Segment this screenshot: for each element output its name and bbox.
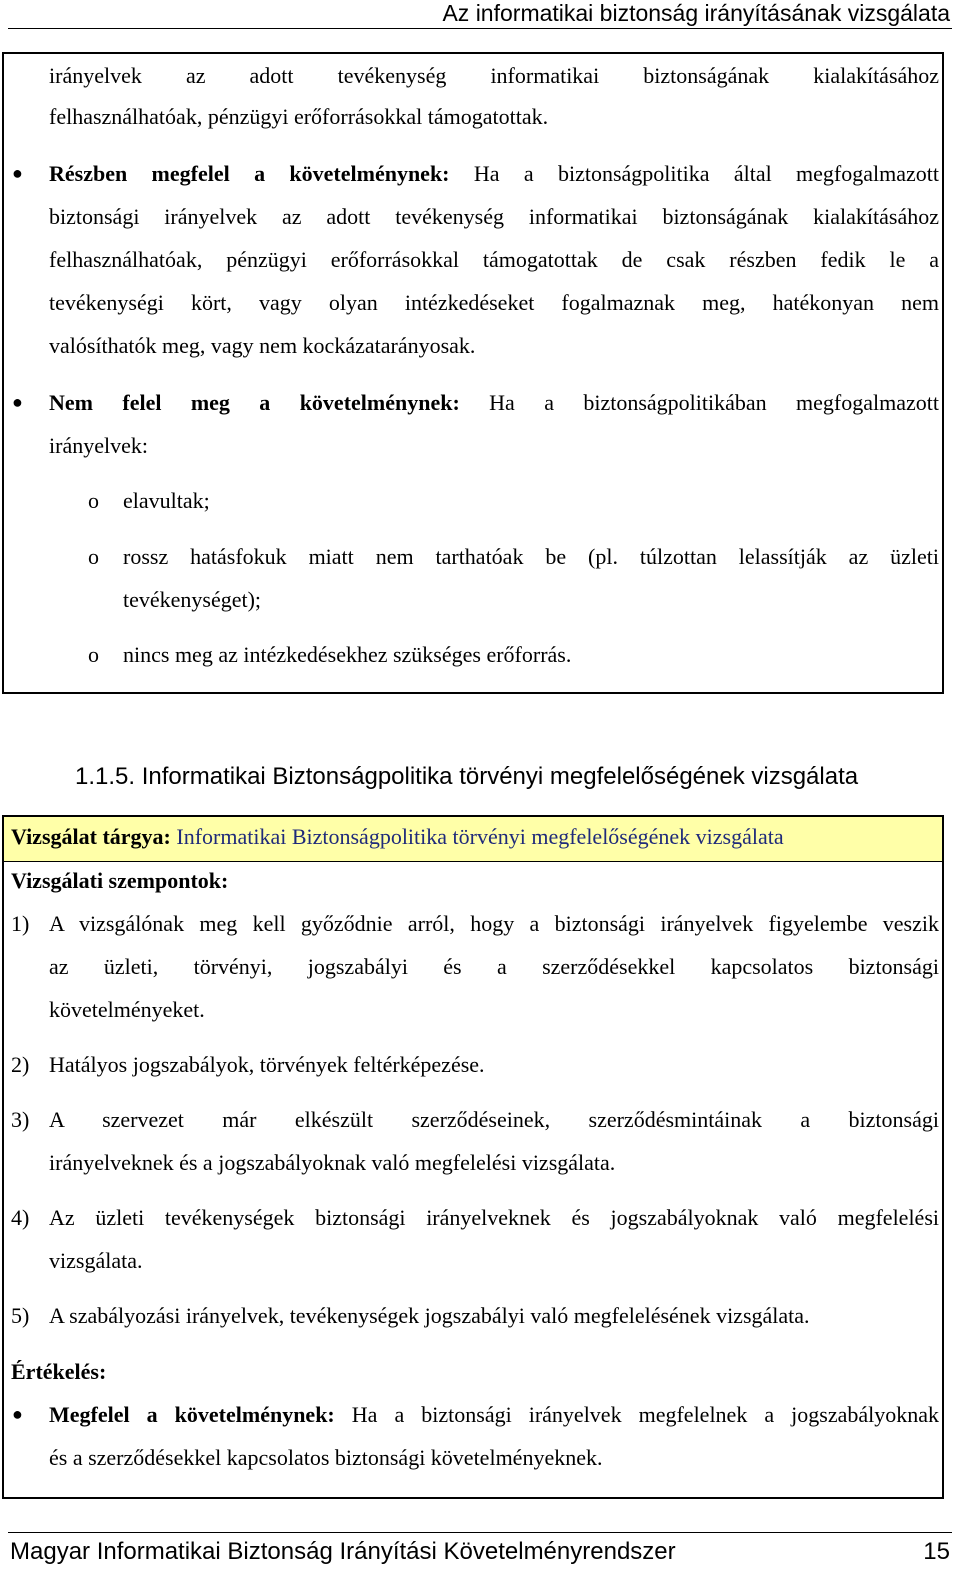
- sub-item-2-line-2: tevékenységet);: [123, 587, 262, 612]
- sub-bullet-icon: o: [88, 642, 99, 667]
- notmet-label: Nem felel meg a követelménynek:: [49, 390, 460, 415]
- partial-line-2: biztonsági irányelvek az adott tevékenység informatikai biztonságának kialakításához: [49, 204, 939, 229]
- word: biztonságának: [643, 63, 770, 88]
- header-divider: [8, 28, 952, 29]
- partial-text: Ha a biztonságpolitika által megfogalmazott: [473, 161, 939, 186]
- word: adott: [249, 63, 294, 88]
- evaluation-label-text: Értékelés:: [11, 1359, 107, 1384]
- examination-box: [2, 815, 944, 1499]
- bullet-icon: ●: [12, 1404, 23, 1424]
- footer-divider: [8, 1532, 952, 1533]
- item-1-line-3: követelményeket.: [49, 997, 205, 1022]
- met-text: Ha a biztonsági irányelvek megfelelnek a jogszabályoknak: [351, 1402, 939, 1427]
- notmet-line-1: [49, 381, 939, 424]
- item-5-line-1: A szabályozási irányelvek, tevékenységek jogszabályi való megfelelésének vizsgálata.: [49, 1303, 810, 1328]
- partial-label: Részben megfelel a követelménynek:: [49, 161, 450, 186]
- word: az: [185, 63, 206, 88]
- item-4-line-2: vizsgálata.: [49, 1248, 143, 1273]
- footer-title: Magyar Informatikai Biztonság Irányítási Követelményrendszer: [10, 1538, 676, 1565]
- page-number: 15: [923, 1538, 950, 1565]
- met-line-2: és a szerződésekkel kapcsolatos biztonsági követelményeknek.: [49, 1445, 603, 1470]
- notmet-line-2: irányelvek:: [49, 433, 148, 458]
- word: informatikai: [490, 63, 600, 88]
- met-label: Megfelel a követelménynek:: [49, 1402, 335, 1427]
- sub-item-2-line-1: rossz hatásfokuk miatt nem tarthatóak be (pl. túlzottan lelassítják az üzleti: [123, 544, 939, 569]
- item-number: 1): [11, 911, 30, 936]
- evaluation-label: [11, 1350, 106, 1393]
- evaluation-box: [2, 52, 944, 694]
- cont-line-1: [49, 54, 939, 97]
- subject-line: [11, 815, 936, 858]
- notmet-text: Ha a biztonságpolitikában megfogalmazott: [489, 390, 939, 415]
- partial-line-4: tevékenységi kört, vagy olyan intézkedéseket fogalmaznak meg, hatékonyan nem: [49, 290, 939, 315]
- word: kialakításához: [813, 63, 940, 88]
- page-header-title: Az informatikai biztonság irányításának vizsgálata: [442, 0, 950, 26]
- item-3-line-2: irányelveknek és a jogszabályoknak való megfelelési vizsgálata.: [49, 1150, 616, 1175]
- partial-line-3: felhasználhatóak, pénzügyi erőforrásokkal támogatottak de csak részben fedik le a: [49, 247, 939, 272]
- bullet-icon: ●: [12, 392, 23, 412]
- sub-item-1: elavultak;: [123, 488, 210, 513]
- criteria-label: [11, 859, 228, 902]
- subject-label: Vizsgálat tárgya:: [11, 824, 171, 849]
- sub-bullet-icon: o: [88, 544, 99, 569]
- met-line-1: [49, 1393, 939, 1436]
- partial-line-5: valósíthatók meg, vagy nem kockázatarányosak.: [49, 333, 476, 358]
- bullet-icon: ●: [12, 163, 23, 183]
- item-number: 5): [11, 1303, 30, 1328]
- item-number: 4): [11, 1205, 30, 1230]
- item-number: 2): [11, 1052, 30, 1077]
- sub-bullet-icon: o: [88, 488, 99, 513]
- subject-text: Informatikai Biztonságpolitika törvényi megfelelőségének vizsgálata: [176, 824, 784, 849]
- item-2-line-1: Hatályos jogszabályok, törvények feltérképezése.: [49, 1052, 485, 1077]
- item-4-line-1: Az üzleti tevékenységek biztonsági irányelveknek és jogszabályoknak való megfelelési: [49, 1205, 939, 1230]
- sub-item-3: nincs meg az intézkedésekhez szükséges erőforrás.: [123, 642, 572, 667]
- item-1-line-2: az üzleti, törvényi, jogszabályi és a szerződésekkel kapcsolatos biztonsági: [49, 954, 939, 979]
- item-number: 3): [11, 1107, 30, 1132]
- item-3-line-1: A szervezet már elkészült szerződéseinek, szerződésmintáinak a biztonsági: [49, 1107, 939, 1132]
- partial-line-1: [49, 152, 939, 195]
- item-1-line-1: A vizsgálónak meg kell győződnie arról, hogy a biztonsági irányelvek figyelembe veszik: [49, 911, 939, 936]
- section-heading: 1.1.5. Informatikai Biztonságpolitika törvényi megfelelőségének vizsgálata: [75, 763, 859, 790]
- word: tevékenység: [337, 63, 447, 88]
- criteria-label-text: Vizsgálati szempontok:: [11, 868, 229, 893]
- cont-line-2: felhasználhatóak, pénzügyi erőforrásokkal támogatottak.: [49, 104, 549, 129]
- word: irányelvek: [49, 63, 142, 88]
